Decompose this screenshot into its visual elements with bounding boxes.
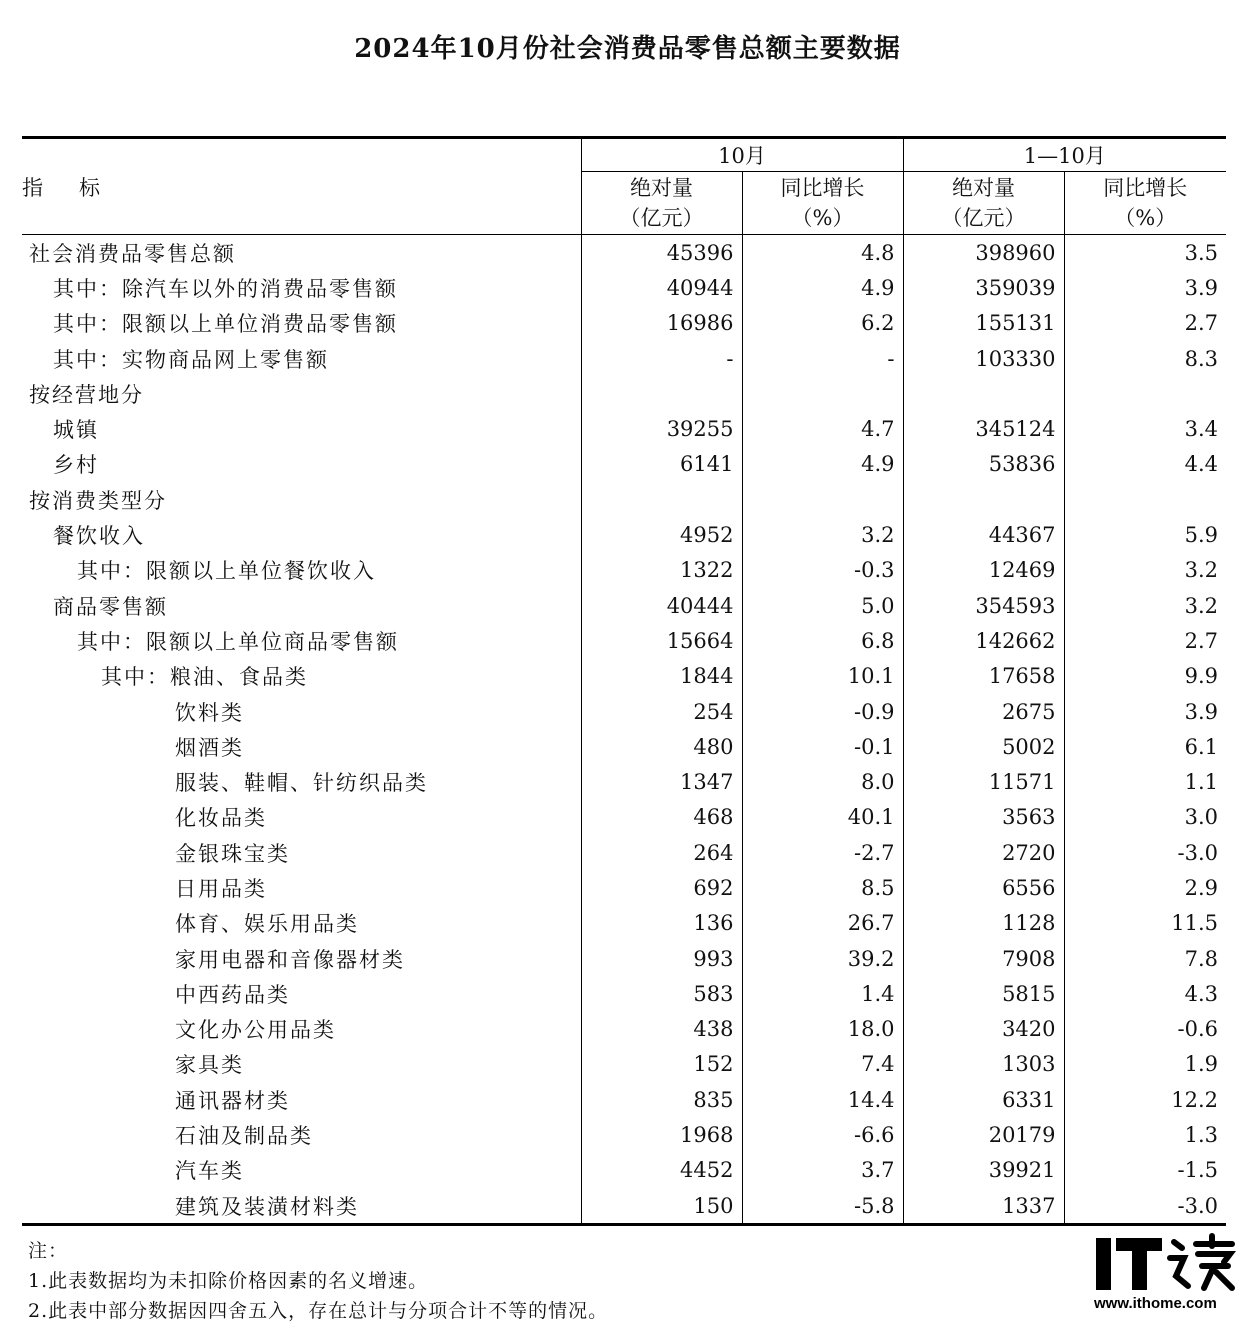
cell-ytd-growth: 7.8: [1184, 946, 1219, 971]
cell-month-abs: 1322: [581, 553, 742, 588]
cell-month-growth: 7.4: [742, 1047, 903, 1082]
cell-month-growth: -0.3: [742, 553, 903, 588]
table-row: [22, 341, 1226, 376]
cell-ytd-growth: 2.7: [1184, 628, 1219, 653]
cell-ytd-abs: 345124: [903, 411, 1064, 446]
cell-ytd-growth: 12.2: [1171, 1087, 1219, 1112]
table-row: [22, 1012, 1226, 1047]
row-label: 日用品类: [22, 870, 581, 905]
row-label: 通讯器材类: [22, 1082, 581, 1117]
table-row: [22, 1153, 1226, 1188]
cell-ytd-growth: 3.4: [1184, 417, 1219, 442]
row-label: 体育、娱乐用品类: [22, 906, 581, 941]
cell-month-abs: 468: [581, 800, 742, 835]
cell-ytd-abs: 142662: [903, 623, 1064, 658]
cell-month-growth: 6.8: [742, 623, 903, 658]
cell-ytd-abs: 1303: [903, 1047, 1064, 1082]
header-ytd-growth-unit: （%）: [1114, 206, 1177, 230]
cell-ytd-abs: 2720: [903, 835, 1064, 870]
row-label: 其中：限额以上单位消费品零售额: [22, 306, 581, 341]
cell-month-growth: 39.2: [742, 941, 903, 976]
cell-ytd-growth: 2.9: [1184, 875, 1219, 900]
table-row: [22, 835, 1226, 870]
cell-month-growth: 14.4: [742, 1082, 903, 1117]
cell-month-growth: 6.2: [742, 306, 903, 341]
row-label: 金银珠宝类: [22, 835, 581, 870]
cell-month-abs: 1844: [581, 659, 742, 694]
note-item-1: 1.此表数据均为未扣除价格因素的名义增速。: [28, 1270, 429, 1292]
cell-month-growth: 3.2: [742, 517, 903, 552]
row-label: 中西药品类: [22, 976, 581, 1011]
cell-ytd-growth: -0.6: [1177, 1017, 1219, 1042]
cell-month-growth: 8.5: [742, 870, 903, 905]
table-row: [22, 1117, 1226, 1152]
cell-month-growth: 8.0: [742, 764, 903, 799]
row-label: 服装、鞋帽、针纺织品类: [22, 764, 581, 799]
cell-ytd-abs: 5815: [903, 976, 1064, 1011]
cell-month-abs: 45396: [581, 235, 742, 271]
cell-month-growth: [742, 482, 903, 517]
header-month-abs: [581, 172, 742, 235]
cell-month-abs: [581, 482, 742, 517]
cell-month-growth: [742, 376, 903, 411]
row-label: 其中：限额以上单位商品零售额: [22, 623, 581, 658]
cell-month-abs: 254: [581, 694, 742, 729]
cell-month-growth: 4.8: [742, 235, 903, 271]
cell-ytd-growth: 11.5: [1171, 911, 1219, 936]
cell-month-abs: [581, 376, 742, 411]
cell-month-abs: 16986: [581, 306, 742, 341]
cell-ytd-growth: 2.7: [1184, 311, 1219, 336]
row-label: 家具类: [22, 1047, 581, 1082]
cell-month-abs: 152: [581, 1047, 742, 1082]
cell-ytd-abs: 11571: [903, 764, 1064, 799]
cell-ytd-abs: 155131: [903, 306, 1064, 341]
cell-month-growth: 4.7: [742, 411, 903, 446]
cell-month-growth: -5.8: [742, 1188, 903, 1225]
row-label: 建筑及装潢材料类: [22, 1188, 581, 1225]
cell-month-abs: 40444: [581, 588, 742, 623]
row-label: 餐饮收入: [22, 517, 581, 552]
table-row: [22, 906, 1226, 941]
table-row: [22, 270, 1226, 305]
cell-ytd-abs: 20179: [903, 1117, 1064, 1152]
logo-glyph-zhijia: [1170, 1236, 1232, 1288]
cell-month-abs: 583: [581, 976, 742, 1011]
cell-ytd-abs: 39921: [903, 1153, 1064, 1188]
cell-month-abs: 150: [581, 1188, 742, 1225]
table-row: [22, 623, 1226, 658]
cell-month-abs: 692: [581, 870, 742, 905]
cell-ytd-abs: 44367: [903, 517, 1064, 552]
table-row: [22, 729, 1226, 764]
header-group-month: 10月: [581, 138, 903, 172]
row-label: 其中：实物商品网上零售额: [22, 341, 581, 376]
cell-ytd-growth: -3.0: [1064, 1188, 1226, 1225]
row-label: 其中：除汽车以外的消费品零售额: [22, 270, 581, 305]
cell-month-abs: -: [581, 341, 742, 376]
cell-ytd-growth: 3.0: [1184, 805, 1219, 830]
row-label: 社会消费品零售总额: [22, 235, 581, 271]
cell-month-growth: 18.0: [742, 1012, 903, 1047]
header-indicator: [22, 138, 581, 235]
row-label: 按消费类型分: [22, 482, 581, 517]
cell-month-growth: -6.6: [742, 1117, 903, 1152]
cell-ytd-growth: 6.1: [1184, 734, 1219, 759]
row-label: 家用电器和音像器材类: [22, 941, 581, 976]
cell-month-growth: 3.7: [742, 1153, 903, 1188]
cell-ytd-growth: 3.9: [1184, 699, 1219, 724]
header-month-growth-label: 同比增长: [780, 176, 865, 200]
cell-month-abs: 4452: [581, 1153, 742, 1188]
row-label: 其中：粮油、食品类: [22, 659, 581, 694]
table-row: [22, 517, 1226, 552]
table-row: [22, 553, 1226, 588]
row-label: 乡村: [22, 447, 581, 482]
notes: [28, 1236, 608, 1326]
cell-ytd-growth: 3.2: [1184, 558, 1219, 583]
cell-ytd-abs: 354593: [903, 588, 1064, 623]
cell-ytd-abs: 398960: [903, 235, 1064, 271]
table-row: [22, 588, 1226, 623]
cell-ytd-growth: [1064, 482, 1226, 517]
header-ytd-abs: [903, 172, 1064, 235]
table-row: [22, 447, 1226, 482]
cell-month-growth: -: [742, 341, 903, 376]
cell-month-abs: 15664: [581, 623, 742, 658]
table-row: [22, 764, 1226, 799]
table-row: [22, 376, 1226, 411]
row-label: 汽车类: [22, 1153, 581, 1188]
table-row: [22, 411, 1226, 446]
cell-ytd-abs: 6556: [903, 870, 1064, 905]
cell-ytd-growth: 8.3: [1184, 346, 1219, 371]
table-row: [22, 1047, 1226, 1082]
cell-ytd-abs: 2675: [903, 694, 1064, 729]
row-label: 按经营地分: [22, 376, 581, 411]
cell-ytd-growth: 3.2: [1184, 593, 1219, 618]
cell-month-abs: 264: [581, 835, 742, 870]
row-label: 其中：限额以上单位餐饮收入: [22, 553, 581, 588]
cell-month-abs: 136: [581, 906, 742, 941]
cell-month-growth: -0.1: [742, 729, 903, 764]
cell-month-growth: 10.1: [742, 659, 903, 694]
header-month-growth-unit: （%）: [791, 206, 854, 230]
cell-month-growth: 40.1: [742, 800, 903, 835]
header-ytd-growth: [1064, 172, 1226, 235]
cell-ytd-abs: 53836: [903, 447, 1064, 482]
cell-ytd-growth: 3.9: [1184, 275, 1219, 300]
notes-heading: 注：: [28, 1240, 69, 1262]
cell-month-abs: 835: [581, 1082, 742, 1117]
cell-month-abs: 1968: [581, 1117, 742, 1152]
table-row: [22, 870, 1226, 905]
cell-month-growth: 4.9: [742, 447, 903, 482]
table-row: [22, 941, 1226, 976]
cell-ytd-growth: 5.9: [1184, 523, 1219, 548]
header-ytd-abs-label: 绝对量: [952, 176, 1016, 200]
cell-ytd-abs: 17658: [903, 659, 1064, 694]
cell-ytd-growth: -3.0: [1177, 840, 1219, 865]
cell-month-abs: 6141: [581, 447, 742, 482]
table-row: [22, 800, 1226, 835]
cell-month-abs: 993: [581, 941, 742, 976]
cell-ytd-growth: 4.3: [1184, 981, 1219, 1006]
cell-ytd-abs: [903, 482, 1064, 517]
page-title: 2024年10月份社会消费品零售总额主要数据: [354, 34, 901, 64]
table-row: [22, 1082, 1226, 1117]
cell-ytd-growth: 9.9: [1184, 664, 1219, 689]
header-group-ytd: 1—10月: [903, 138, 1226, 172]
cell-month-abs: 39255: [581, 411, 742, 446]
header-ytd-growth-label: 同比增长: [1103, 176, 1188, 200]
header-month-abs-label: 绝对量: [630, 176, 693, 200]
table-row: [22, 976, 1226, 1011]
table-body: [22, 235, 1226, 1225]
cell-ytd-growth: 3.5: [1184, 240, 1219, 265]
cell-ytd-abs: [903, 376, 1064, 411]
cell-ytd-growth: 1.1: [1184, 770, 1219, 795]
table-row: [22, 482, 1226, 517]
table-row: [22, 694, 1226, 729]
row-label: 石油及制品类: [22, 1117, 581, 1152]
note-item-2: 2.此表中部分数据因四舍五入，存在总计与分项合计不等的情况。: [28, 1300, 609, 1322]
cell-ytd-abs: 359039: [903, 270, 1064, 305]
header-indicator-char-2: 标: [79, 175, 100, 200]
cell-ytd-growth: 4.4: [1184, 452, 1219, 477]
cell-ytd-growth: 1.3: [1184, 1123, 1219, 1148]
logo-letter-i: [1096, 1238, 1111, 1290]
row-label: 城镇: [22, 411, 581, 446]
cell-ytd-abs: 1128: [903, 906, 1064, 941]
cell-ytd-abs: 3420: [903, 1012, 1064, 1047]
cell-ytd-growth: -1.5: [1177, 1158, 1219, 1183]
cell-month-abs: 40944: [581, 270, 742, 305]
watermark-url: www.ithome.com: [1094, 1295, 1217, 1312]
row-label: 商品零售额: [22, 588, 581, 623]
header-ytd-abs-unit: （亿元）: [941, 206, 1026, 230]
header-month-growth: [742, 172, 903, 235]
table-row: [22, 235, 1226, 271]
cell-ytd-abs: 6331: [903, 1082, 1064, 1117]
cell-month-growth: 5.0: [742, 588, 903, 623]
cell-ytd-abs: 7908: [903, 941, 1064, 976]
cell-month-abs: 1347: [581, 764, 742, 799]
table-row: [22, 1188, 1226, 1225]
cell-ytd-abs: 103330: [903, 341, 1064, 376]
table-row: [22, 659, 1226, 694]
cell-month-abs: 480: [581, 729, 742, 764]
row-label: 饮料类: [22, 694, 581, 729]
cell-month-growth: -0.9: [742, 694, 903, 729]
cell-month-growth: 4.9: [742, 270, 903, 305]
row-label: 化妆品类: [22, 800, 581, 835]
cell-ytd-abs: 12469: [903, 553, 1064, 588]
logo-letter-t-stem: [1132, 1238, 1147, 1290]
cell-ytd-growth: [1064, 376, 1226, 411]
cell-month-growth: -2.7: [742, 835, 903, 870]
data-table: [22, 136, 1226, 1226]
cell-month-abs: 4952: [581, 517, 742, 552]
cell-ytd-abs: 3563: [903, 800, 1064, 835]
cell-month-growth: 26.7: [742, 906, 903, 941]
row-label: 烟酒类: [22, 729, 581, 764]
table-row: [22, 306, 1226, 341]
header-month-abs-unit: （亿元）: [619, 206, 704, 230]
table-header: [22, 138, 1226, 235]
cell-ytd-growth: 1.9: [1184, 1052, 1219, 1077]
header-indicator-char-1: 指: [22, 175, 43, 200]
cell-month-abs: 438: [581, 1012, 742, 1047]
cell-ytd-abs: 5002: [903, 729, 1064, 764]
row-label: 文化办公用品类: [22, 1012, 581, 1047]
cell-month-growth: 1.4: [742, 976, 903, 1011]
cell-ytd-abs: 1337: [903, 1188, 1064, 1225]
